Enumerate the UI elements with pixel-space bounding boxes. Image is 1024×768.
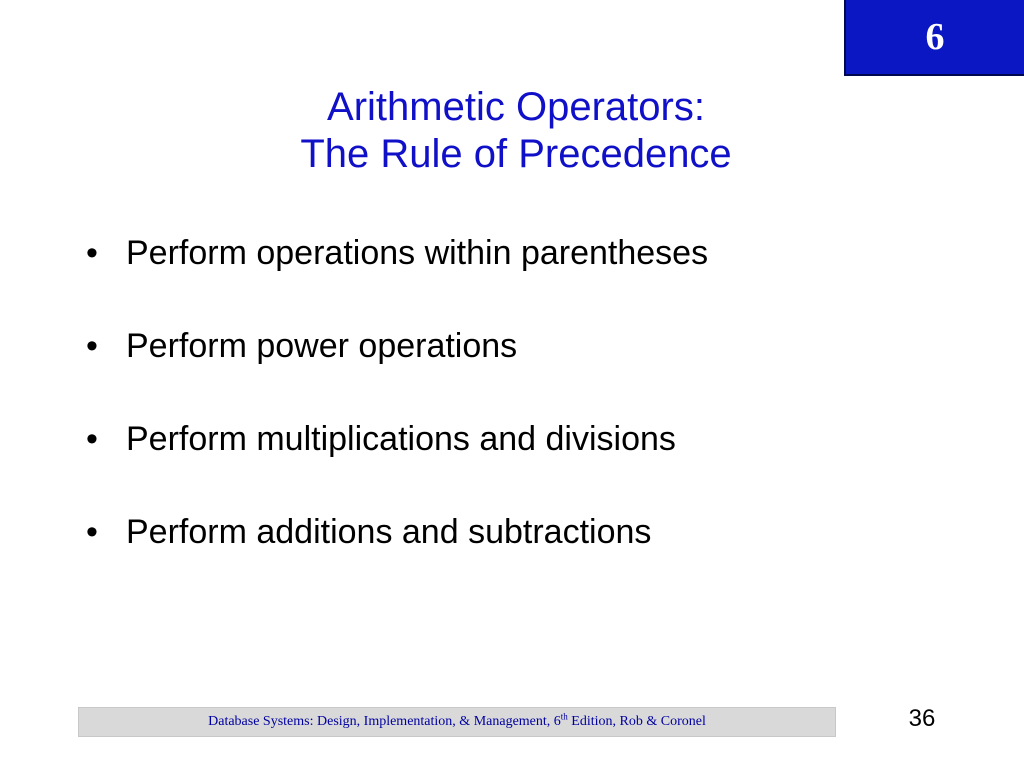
footer-citation-end: Edition, Rob & Coronel [567,714,706,729]
slide-title-line-1: Arithmetic Operators: [327,85,705,129]
footer-citation [208,711,706,730]
bullet-marker: • [86,513,98,551]
chapter-badge [844,0,1024,76]
bullet-text: Perform additions and subtractions [126,513,652,551]
bullet-marker: • [86,327,98,365]
chapter-number: 6 [925,16,945,58]
footer-bar [78,707,836,737]
slide-title-line-2: The Rule of Precedence [300,132,732,176]
page-number: 36 [908,705,936,732]
bullet-text: Perform power operations [126,327,518,365]
footer-citation-start: Database Systems: Design, Implementation, & Management, 6 [208,714,561,729]
bullet-marker: • [86,420,98,458]
bullet-text: Perform operations within parentheses [126,234,709,272]
footer-citation-superscript: th [560,711,568,722]
bullet-text: Perform multiplications and divisions [126,420,676,458]
bullet-marker: • [86,234,98,272]
slide-title [256,84,776,178]
